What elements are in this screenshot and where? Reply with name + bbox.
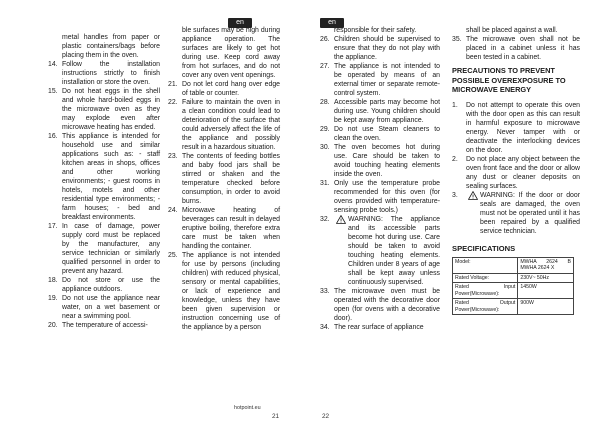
item-number: 15. <box>48 88 58 95</box>
list-item <box>320 26 440 35</box>
page-number: 21 <box>272 413 280 420</box>
item-number: 35. <box>452 36 462 43</box>
svg-text:!: ! <box>472 194 474 200</box>
item-text: Do not let cord hang over edge of table or counter. <box>182 81 280 97</box>
warning-icon <box>336 215 346 224</box>
svg-text:!: ! <box>340 218 342 224</box>
list-item <box>452 101 580 155</box>
list-item <box>168 251 280 332</box>
item-number: 2. <box>452 155 458 163</box>
item-number: 20. <box>48 322 58 329</box>
item-number: 23. <box>168 153 178 160</box>
spec-value: MWHA 2624 B MWHA 2624 X <box>518 257 574 273</box>
item-text: The temperature of accessi- <box>62 322 148 329</box>
item-text: shall be placed against a wall. <box>466 27 558 34</box>
item-text: Do not use the appliance near water, on a wet basement or near a swimming pool. <box>62 295 160 320</box>
item-text: The microwave oven shall not be placed in a cabinet unless it has been tested in a cabinet. <box>466 36 580 61</box>
list-item <box>48 321 160 330</box>
item-number: 31. <box>320 180 330 187</box>
list-item <box>48 294 160 321</box>
precautions-heading: PRECAUTIONS TO PREVENT POSSIBLE OVEREXPOSURE TO MICROWAVE ENERGY <box>452 66 566 94</box>
item-number: 18. <box>48 277 58 284</box>
item-text: Do not store or use the appliance outdoors. <box>62 277 160 293</box>
list-item <box>48 60 160 87</box>
spec-value: 230V~ 50Hz <box>518 273 574 283</box>
list-item <box>48 132 160 222</box>
item-number: 3. <box>452 191 458 199</box>
item-number: 32. <box>320 216 330 223</box>
item-number: 1. <box>452 101 458 109</box>
list-item <box>48 87 160 132</box>
item-text: The rear surface of appliance <box>334 324 424 331</box>
list-item <box>320 323 440 332</box>
list-item <box>320 35 440 62</box>
item-text: WARNING: If the door or door seals are damaged, the oven must not be operated until it has been repaired by a qualified service technician. <box>480 191 580 235</box>
spec-value: 900W <box>518 299 574 315</box>
item-number: 26. <box>320 36 330 43</box>
item-text: Do not place any object between the oven front face and the door or allow any dust or cleaner deposits on sealing surfaces. <box>466 155 580 190</box>
list-item <box>48 33 160 60</box>
column-right-1 <box>320 26 440 332</box>
item-text: ble surfaces may be high during appliance operation. The surfaces are likely to get hot during use. Keep cord away from hot surfaces, and do not cover any oven vent openings. <box>182 27 280 79</box>
list-item <box>48 222 160 276</box>
list-item <box>320 143 440 179</box>
item-number: 22. <box>168 99 178 106</box>
specifications-table <box>452 257 574 316</box>
spec-label: Model: <box>453 257 518 273</box>
language-badge: en <box>320 18 344 28</box>
list-item <box>48 276 160 294</box>
page-number: 22 <box>322 413 330 420</box>
item-text: In case of damage, power supply cord must be replaced by the manufacturer, any service technician or similarly qualified personnel in order to prevent any hazard. <box>62 223 160 275</box>
spec-label: Rated Input Power(Microwave): <box>453 283 518 299</box>
spec-label: Rated Output Power(Microwave): <box>453 299 518 315</box>
spec-row <box>453 273 574 283</box>
warning-icon <box>468 191 478 200</box>
item-text: WARNING: The appliance and its accessible parts become hot during use. Care should be taken to avoid touching heating elements. Children under 8 years of age shall be kept away unless continuously supervised. <box>348 216 440 286</box>
item-text: responsible for their safety. <box>334 27 417 34</box>
footer-brand: hotpoint.eu <box>234 405 261 411</box>
item-number: 14. <box>48 61 58 68</box>
list-item <box>320 125 440 143</box>
list-item <box>452 155 580 191</box>
item-text: The oven becomes hot during use. Care should be taken to avoid touching heating elements inside the oven. <box>334 144 440 178</box>
spec-label: Rated Voltage: <box>453 273 518 283</box>
list-item <box>452 191 580 236</box>
list-item <box>452 26 580 35</box>
item-text: Do not heat eggs in the shell and whole hard-boiled eggs in the microwave oven as they may explode even after microwave heating has ended. <box>62 88 160 131</box>
spec-row <box>453 283 574 299</box>
page-22 <box>300 0 600 434</box>
item-number: 33. <box>320 288 330 295</box>
item-text: Children should be supervised to ensure that they do not play with the appliance. <box>334 36 440 61</box>
list-item <box>320 98 440 125</box>
spec-value: 1450W <box>518 283 574 299</box>
item-text: metal handles from paper or plastic containers/bags before placing them in the oven. <box>62 34 160 59</box>
item-number: 24. <box>168 207 178 214</box>
specifications-heading: SPECIFICATIONS <box>452 243 516 253</box>
column-left-1 <box>48 33 160 330</box>
column-left-2 <box>168 26 280 332</box>
item-text: Do not attempt to operate this oven with the door open as this can result in harmful exposure to microwave energy. Never tamper with or deactivate the interlocking devices on the door. <box>466 101 580 154</box>
item-text: Microwave heating of beverages can result in delayed eruptive boiling, therefore extra care must be taken when handling the container. <box>182 207 280 250</box>
item-text: Follow the installation instructions strictly to finish installation or store the oven. <box>62 61 160 86</box>
item-text: Do not use Steam cleaners to clean the oven. <box>334 126 440 142</box>
list-item <box>168 98 280 152</box>
spec-row <box>453 257 574 273</box>
item-number: 29. <box>320 126 330 133</box>
list-item <box>168 26 280 80</box>
item-text: Only use the temperature probe recommended for this oven (for ovens provided with temperature-sensing probe tools.) <box>334 180 440 214</box>
list-item <box>452 35 580 62</box>
list-item <box>320 179 440 215</box>
list-item <box>168 152 280 206</box>
spec-row <box>453 299 574 315</box>
item-text: This appliance is intended for household use and similar applications such as: - staff kitchen areas in shops, offices and other working environments; - guest rooms in hotels, motels and other residential type environments; - farm houses; - bed and breakfast environments. <box>62 133 160 221</box>
list-item <box>320 215 440 287</box>
item-text: The appliance is not intended to be operated by means of an external timer or separate remote-control system. <box>334 63 440 97</box>
item-text: The appliance is not intended for use by persons (including children) with reduced physical, sensory or mental capabilities, or lack of experience and knowledge, unless they have been given supervision or instruction concerning use of the appliance by a person <box>182 252 280 331</box>
language-badge: en <box>228 18 252 28</box>
item-number: 30. <box>320 144 330 151</box>
item-number: 17. <box>48 223 58 230</box>
list-item <box>168 206 280 251</box>
item-number: 21. <box>168 81 178 88</box>
column-right-2 <box>452 26 580 315</box>
list-item <box>320 287 440 323</box>
item-text: The contents of feeding bottles and baby food jars shall be stirred or shaken and the temperature checked before consumption, in order to avoid burns. <box>182 153 280 205</box>
list-item <box>168 80 280 98</box>
item-text: Accessible parts may become hot during use. Young children should be kept away from appliance. <box>334 99 440 124</box>
item-number: 25. <box>168 252 178 259</box>
list-item <box>320 62 440 98</box>
item-text: Failure to maintain the oven in a clean condition could lead to deterioration of the surface that could adversely affect the life of the appliance and possibly result in a hazardous situation. <box>182 99 280 151</box>
item-number: 27. <box>320 63 330 70</box>
item-number: 16. <box>48 133 58 140</box>
item-number: 28. <box>320 99 330 106</box>
item-number: 19. <box>48 295 58 302</box>
item-number: 34. <box>320 324 330 331</box>
item-text: The microwave oven must be operated with the decorative door open (for ovens with a decorative door). <box>334 288 440 322</box>
